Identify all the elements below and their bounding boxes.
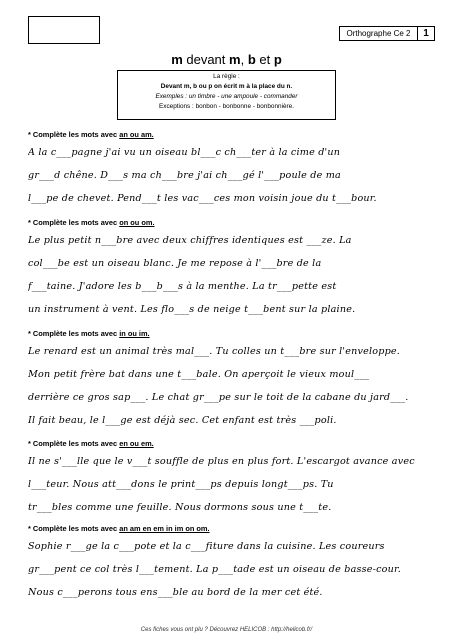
section-5-line: Nous c___perons tous ens___ble au bord de la mer cet été. [28,587,323,598]
title-devant: devant [182,52,230,67]
section-2-line: f___taine. J'adore les b___b___s à la menthe. La tr___pette est [28,281,337,292]
section-4-options: en ou em. [119,439,154,448]
section-4-instruction: * Complète les mots avec en ou em. [28,439,154,448]
section-1-options: an ou am. [119,130,154,139]
section-2-line: un instrument à vent. Les flo___s de neige t___bent sur la plaine. [28,304,356,315]
title-b: b [247,52,256,67]
page-title [0,52,453,67]
section-2-instruction: * Complète les mots avec on ou om. [28,218,155,227]
rule-heading: La règle : [213,73,240,80]
section-5-options: an am en em in im on om. [119,524,210,533]
page-number: 1 [423,28,429,39]
section-1-line: A la c___pagne j'ai vu un oiseau bl___c ch___ter à la cime d'un [28,147,341,158]
section-2-line: col___be est un oiseau blanc. Je me repose à l'___bre de la [28,258,322,269]
title-m2: m [229,52,241,67]
section-2-options: on ou om. [119,218,155,227]
section-3-line: Le renard est un animal très mal___. Tu colles un t___bre sur l'enveloppe. [28,346,401,357]
section-5-line: Sophie r___ge la c___pote et la c___fiture dans la cuisine. Les coureurs [28,541,385,552]
section-5-instruction: * Complète les mots avec an am en em in im on om. [28,524,210,533]
header-tag [339,26,435,41]
section-3-line: Mon petit frère bat dans une t___bale. On aperçoit le vieux moul___ [28,369,370,380]
name-box [28,16,100,44]
section-3-line: derrière ce gros sap___. Le chat gr___pe sur le toit de la cabane du jard___. [28,392,409,403]
section-1-line: gr___d chêne. D___s ma ch___bre j'ai ch___gé l'___poule de ma [28,170,341,181]
footer: Ces fiches vous ont plu ? Découvrez HELICOB : http://helicob.fr/ [140,627,313,633]
section-3-line: Il fait beau, le l___ge est déjà sec. Cet enfant est très ___poli. [28,415,337,426]
section-1-line: l___pe de chevet. Pend___t les vac___ces mon voisin joue du t___bour. [28,193,377,204]
section-4-line: l___teur. Nous att___dons le print___ps depuis longt___ps. Tu [28,479,334,490]
section-4-line: tr___bles comme une feuille. Nous dormons sous une t___te. [28,502,332,513]
section-5-line: gr___pent ce col très l___tement. La p___tade est un oiseau de basse-cour. [28,564,402,575]
section-3-options: in ou im. [119,329,150,338]
section-3-instruction: * Complète les mots avec in ou im. [28,329,150,338]
section-4-line: Il ne s'___lle que le v___t souffle de plus en plus fort. L'escargot avance avec [28,456,415,467]
title-p: p [273,52,282,67]
title-m: m [171,52,183,67]
section-1-instruction: * Complète les mots avec an ou am. [28,130,154,139]
rule-exceptions: Exceptions : bonbon - bonbonne - bonbonnière. [158,103,294,110]
rule-main: Devant m, b ou p on écrit m à la place du n. [160,83,293,90]
rule-examples: Exemples : un timbre - une ampoule - commander [155,93,298,100]
rule-box [117,70,336,120]
section-2-line: Le plus petit n___bre avec deux chiffres identiques est ___ze. La [28,235,352,246]
level-label: Orthographe Ce 2 [340,27,418,40]
title-et: et [255,52,274,67]
title-comma: , [240,52,248,67]
